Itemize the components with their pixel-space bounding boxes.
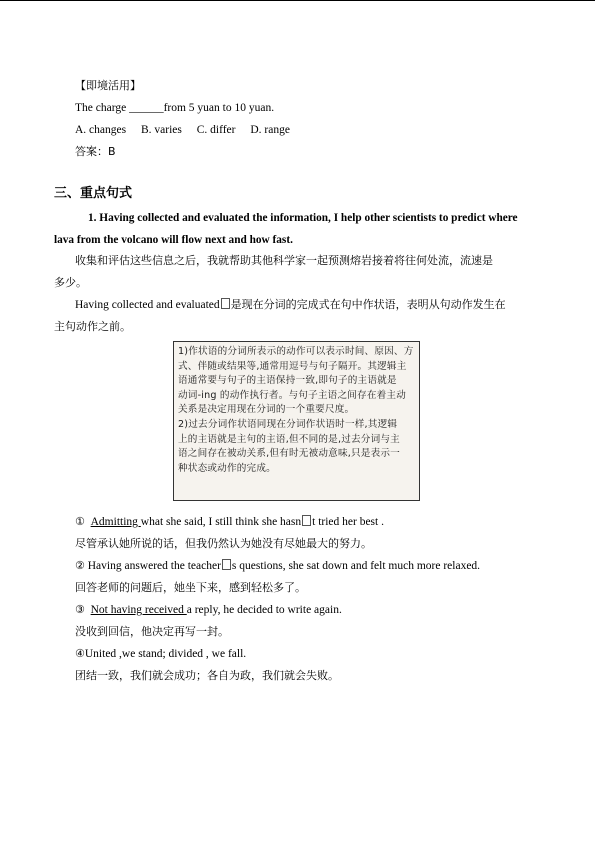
example-3 bbox=[75, 603, 342, 617]
note-line: 动词-ing 的动作执行者。与句子主语之间存在着主动 bbox=[178, 389, 407, 401]
note-line: 语之间存在被动关系,但有时无被动意味,只是表示一 bbox=[178, 448, 400, 460]
missing-glyph-box bbox=[302, 515, 311, 526]
option-d: D. range bbox=[250, 124, 290, 136]
note-line: 种状态或动作的完成。 bbox=[178, 462, 276, 474]
exercise-stem-after: from 5 yuan to 10 yuan. bbox=[163, 102, 275, 114]
example-marker: ③ bbox=[75, 603, 85, 616]
missing-glyph-box bbox=[221, 298, 230, 309]
exercise-blank: ______ bbox=[129, 102, 164, 114]
explanation-line1 bbox=[75, 298, 506, 312]
note-line: 式、伴随或结果等,通常用逗号与句子隔开。其逻辑主 bbox=[178, 360, 407, 372]
exercise-answer: 答案：B bbox=[75, 145, 116, 158]
page-top-rule bbox=[0, 0, 595, 1]
example-3-translation: 没收到回信，他决定再写一封。 bbox=[75, 625, 229, 638]
example-text: what she said, I still think she hasn bbox=[140, 516, 302, 528]
key-sentence-line2: lava from the volcano will flow next and how fast. bbox=[54, 234, 293, 246]
example-1-translation: 尽管承认她所说的话，但我仍然认为她没有尽她最大的努力。 bbox=[75, 537, 372, 550]
example-marker: ① bbox=[75, 515, 85, 528]
missing-glyph-box bbox=[222, 559, 231, 570]
key-sentence-translation-line1: 收集和评估这些信息之后，我就帮助其他科学家一起预测熔岩接着将往何处流，流速是 bbox=[75, 254, 493, 267]
option-c: C. differ bbox=[196, 124, 236, 136]
example-underlined: Not having received bbox=[90, 604, 187, 616]
example-text: Having answered the teacher bbox=[84, 560, 221, 572]
explanation-en: Having collected and evaluated bbox=[75, 299, 220, 311]
example-4-translation: 团结一致，我们就会成功；各自为政，我们就会失败。 bbox=[75, 669, 339, 682]
example-1 bbox=[75, 515, 384, 529]
note-line: 1)作状语的分词所表示的动作可以表示时间、原因、方 bbox=[178, 346, 414, 357]
key-sentence-translation-line2: 多少。 bbox=[54, 276, 87, 289]
option-a: A. changes bbox=[75, 124, 127, 136]
example-text: a reply, he decided to write again. bbox=[186, 604, 342, 616]
note-line: 语通常要与句子的主语保持一致,即句子的主语就是 bbox=[178, 375, 397, 387]
example-text: United ,we stand; divided , we fall. bbox=[84, 648, 247, 660]
explanation-cn: 是现在分词的完成式在句中作状语，表明从句动作发生在 bbox=[230, 298, 506, 311]
section-label: 【即境活用】 bbox=[75, 79, 141, 92]
note-line: 2)过去分词作状语同现在分词作状语时一样,其逻辑 bbox=[178, 418, 398, 430]
section-heading: 三、重点句式 bbox=[54, 186, 133, 201]
exercise-stem-before: The charge bbox=[75, 102, 130, 114]
key-sentence-line1: 1. Having collected and evaluated the information, I help other scientists to predict where bbox=[88, 212, 518, 224]
example-marker: ④ bbox=[75, 647, 85, 660]
example-underlined: Admitting bbox=[90, 516, 141, 528]
grammar-note-image bbox=[173, 341, 420, 501]
note-line: 上的主语就是主句的主语,但不同的是,过去分词与主 bbox=[178, 433, 400, 445]
explanation-line2: 主句动作之前。 bbox=[54, 320, 131, 333]
note-line: 关系是决定用现在分词的一个重要尺度。 bbox=[178, 404, 355, 416]
exercise-options bbox=[75, 123, 302, 137]
exercise-stem bbox=[75, 101, 274, 115]
example-2-translation: 回答老师的问题后，她坐下来，感到轻松多了。 bbox=[75, 581, 306, 594]
example-4 bbox=[75, 647, 246, 661]
example-text: t tried her best . bbox=[312, 516, 384, 528]
option-b: B. varies bbox=[140, 124, 182, 136]
example-2 bbox=[75, 559, 480, 573]
example-marker: ② bbox=[75, 559, 85, 572]
example-text: s questions, she sat down and felt much more relaxed. bbox=[231, 560, 481, 572]
